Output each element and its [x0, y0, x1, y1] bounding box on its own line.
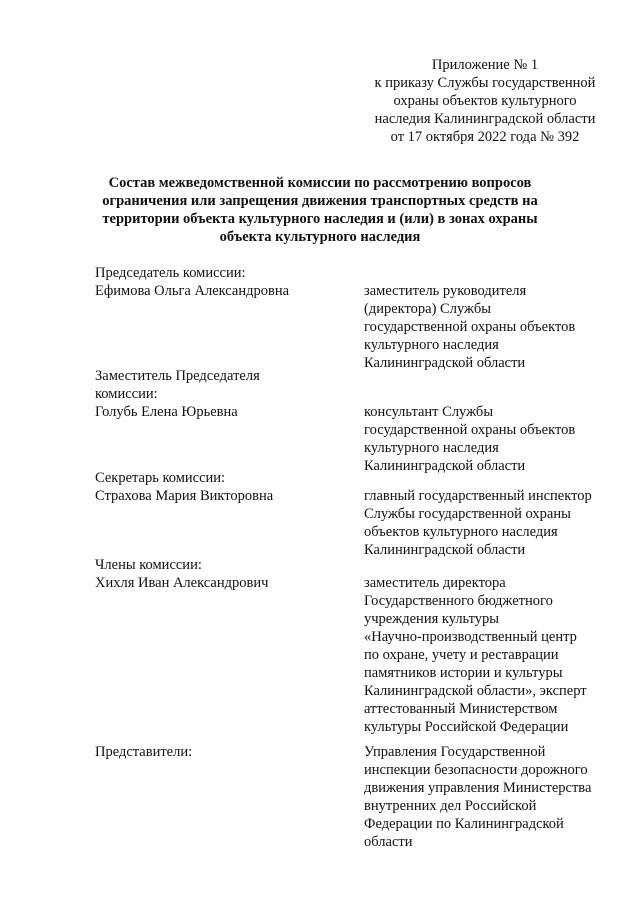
member-position-line: Службы государственной охраны [364, 506, 571, 522]
member-position-line: культурного наследия [364, 337, 499, 353]
deputy-role-block [95, 367, 345, 421]
annex-line: Приложение № 1 [431, 57, 539, 73]
chairman-role-block [95, 264, 345, 300]
member-position-line: государственной охраны объектов [364, 319, 576, 335]
title-line: территории объекта культурного наследия и (или) в зонах охраны [102, 211, 538, 227]
representatives-position-block [364, 743, 614, 851]
member-name: Страхова Мария Викторовна [95, 488, 274, 504]
member-position-line: инспекции безопасности дорожного [364, 762, 588, 778]
member-name: Голубь Елена Юрьевна [95, 404, 238, 420]
member-role: Заместитель Председателя [95, 368, 260, 384]
member-position-line: движения управления Министерства [364, 780, 592, 796]
members-role-block [95, 556, 345, 592]
member-role: Представители: [95, 744, 193, 760]
annex-line: к приказу Службы государственной [374, 75, 596, 91]
member-position-line: консультант Службы [364, 404, 494, 420]
member-position-line: Калининградской области [364, 458, 526, 474]
member-position-line: (директора) Службы [364, 301, 491, 317]
member-position-line: Калининградской области [364, 542, 526, 558]
annex-header [360, 56, 610, 146]
member-position-line: государственной охраны объектов [364, 422, 576, 438]
member-position-line: аттестованный Министерством [364, 701, 558, 717]
member-position-line: Калининградской области [364, 355, 526, 371]
member-position-line: заместитель директора [364, 575, 506, 591]
annex-line: охраны объектов культурного [393, 93, 577, 109]
annex-line: от 17 октября 2022 года № 392 [390, 129, 580, 145]
member-position-line: «Научно-производственный центр [364, 629, 577, 645]
member-position-line: внутренних дел Российской [364, 798, 537, 814]
annex-line: наследия Калининградской области [374, 111, 596, 127]
member-position-line: главный государственный инспектор [364, 488, 592, 504]
secretary-role-block [95, 469, 345, 505]
member-position-line: объектов культурного наследия [364, 524, 558, 540]
member-role: комиссии: [95, 386, 158, 402]
member-position-line: заместитель руководителя [364, 283, 527, 299]
deputy-position-block [364, 403, 614, 475]
member-position-line: области [364, 834, 413, 850]
member-position-line: учреждения культуры [364, 611, 500, 627]
member-role: Секретарь комиссии: [95, 470, 226, 486]
member-name: Ефимова Ольга Александровна [95, 283, 290, 299]
document-title [90, 174, 550, 246]
member-position-line: по охране, учету и реставрации [364, 647, 559, 663]
member-position-line: Государственного бюджетного [364, 593, 553, 609]
member-name: Хихля Иван Александрович [95, 575, 269, 591]
title-line: ограничения или запрещения движения транспортных средств на [102, 193, 538, 209]
title-line: объекта культурного наследия [219, 229, 421, 245]
member-position-block [364, 574, 614, 736]
member-position-line: Управления Государственной [364, 744, 546, 760]
member-position-line: культурного наследия [364, 440, 499, 456]
member-position-line: культуры Российской Федерации [364, 719, 569, 735]
secretary-position-block [364, 487, 614, 559]
member-position-line: Калининградской области», эксперт [364, 683, 587, 699]
member-position-line: памятников истории и культуры [364, 665, 563, 681]
member-role: Члены комиссии: [95, 557, 202, 573]
representatives-role-block [95, 743, 345, 761]
member-role: Председатель комиссии: [95, 265, 246, 281]
title-line: Состав межведомственной комиссии по рассмотрению вопросов [108, 175, 532, 191]
chairman-position-block [364, 282, 614, 372]
member-position-line: Федерации по Калининградской [364, 816, 564, 832]
